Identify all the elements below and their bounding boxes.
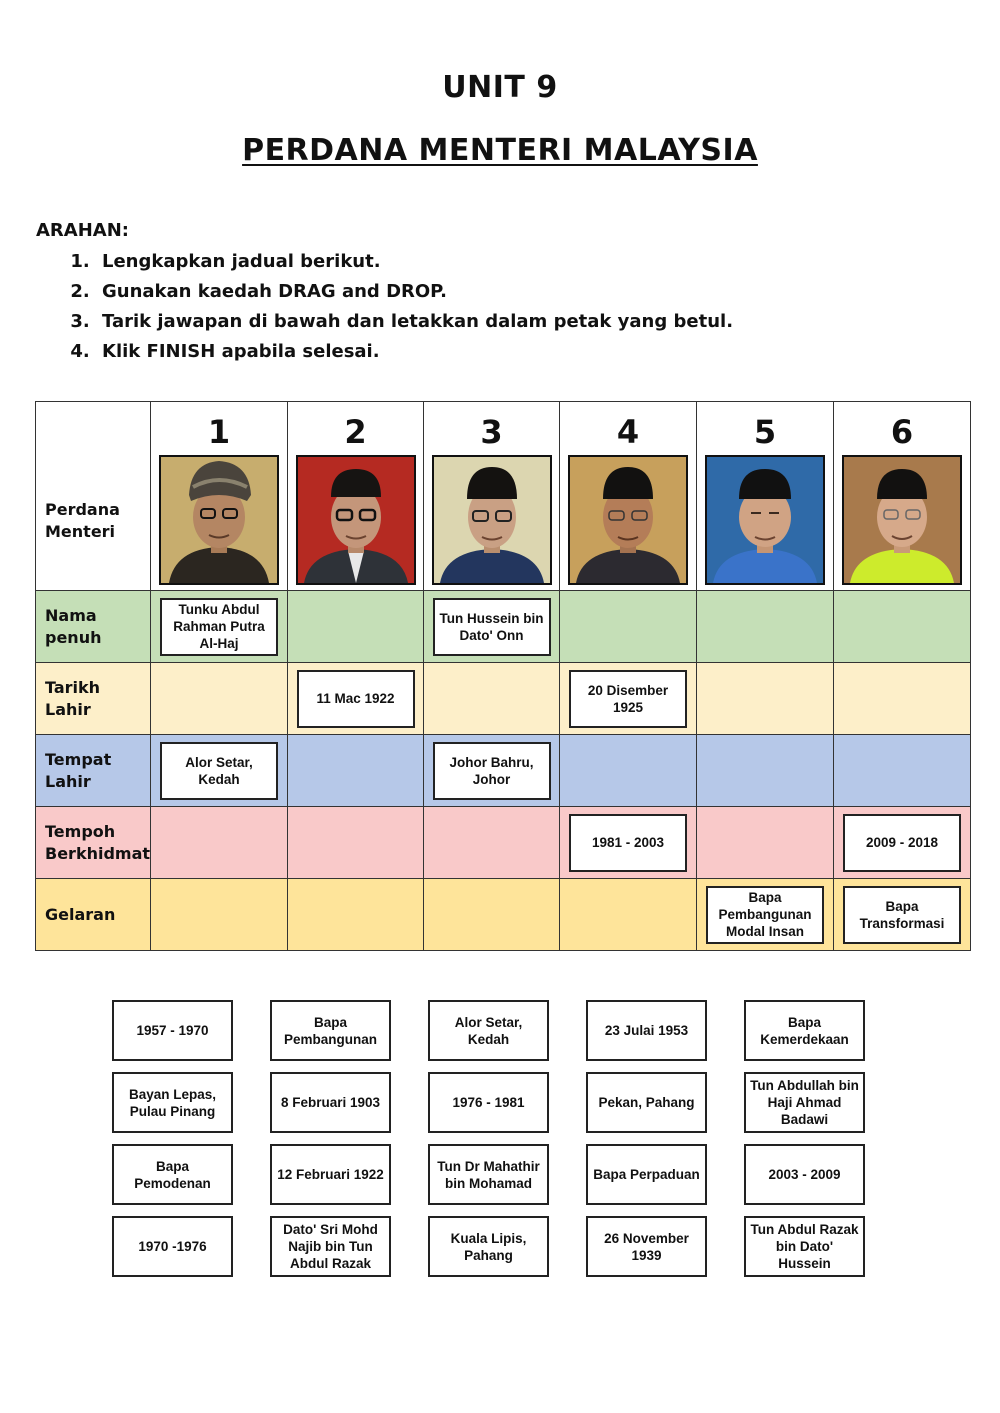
answer-card[interactable]: 12 Februari 1922 [270, 1144, 391, 1205]
row-label-perdana-menteri: Perdana Menteri [36, 402, 151, 591]
drop-cell[interactable] [424, 663, 560, 735]
drop-cell[interactable] [697, 735, 834, 807]
placed-card[interactable]: Tunku Abdul Rahman Putra Al-Haj [160, 598, 278, 656]
drop-cell[interactable] [560, 807, 697, 879]
pm-column-4 [560, 402, 697, 591]
answer-card[interactable]: Tun Dr Mahathir bin Mohamad [428, 1144, 549, 1205]
instruction-item: 1. Lengkapkan jadual berikut. [96, 250, 733, 280]
answer-card[interactable]: Pekan, Pahang [586, 1072, 707, 1133]
instruction-item: 3. Tarik jawapan di bawah dan letakkan dalam petak yang betul. [96, 310, 733, 340]
pm-portrait-6 [842, 455, 962, 585]
placed-card[interactable]: 20 Disember 1925 [569, 670, 687, 728]
pm-column-2 [288, 402, 424, 591]
pm-number: 2 [344, 413, 367, 451]
pm-portrait-3 [432, 455, 552, 585]
placed-card[interactable]: 2009 - 2018 [843, 814, 961, 872]
pm-column-3 [424, 402, 560, 591]
drop-cell[interactable] [697, 807, 834, 879]
drop-cell[interactable] [697, 591, 834, 663]
placed-card[interactable]: Alor Setar, Kedah [160, 742, 278, 800]
row-tempat-lahir [36, 735, 971, 807]
row-gelaran [36, 879, 971, 951]
drop-cell[interactable] [151, 663, 288, 735]
placed-card[interactable]: Bapa Transformasi [843, 886, 961, 944]
pm-number: 3 [480, 413, 503, 451]
drop-cell[interactable] [834, 591, 971, 663]
answer-card[interactable]: Bayan Lepas, Pulau Pinang [112, 1072, 233, 1133]
page-title-text: PERDANA MENTERI MALAYSIA [242, 133, 758, 168]
drop-cell[interactable] [834, 735, 971, 807]
drop-cell[interactable] [560, 591, 697, 663]
pm-number: 5 [753, 413, 777, 451]
pm-number: 6 [890, 413, 914, 451]
placed-card[interactable]: 11 Mac 1922 [297, 670, 415, 728]
drop-cell[interactable] [560, 879, 697, 951]
drop-cell[interactable] [288, 663, 424, 735]
placed-card[interactable]: 1981 - 2003 [569, 814, 687, 872]
answer-card[interactable]: Bapa Pemodenan [112, 1144, 233, 1205]
answer-card[interactable]: Alor Setar, Kedah [428, 1000, 549, 1061]
answer-card[interactable]: Kuala Lipis, Pahang [428, 1216, 549, 1277]
drop-cell[interactable] [424, 735, 560, 807]
drop-cell[interactable] [288, 591, 424, 663]
answer-card[interactable]: Tun Abdul Razak bin Dato' Hussein [744, 1216, 865, 1277]
placed-card[interactable]: Tun Hussein bin Dato' Onn [433, 598, 551, 656]
drop-cell[interactable] [697, 879, 834, 951]
row-label-lahir: Tarikh Lahir [36, 663, 151, 735]
pm-portrait-4 [568, 455, 688, 585]
answer-card[interactable]: Bapa Pembangunan [270, 1000, 391, 1061]
answer-card[interactable]: 1957 - 1970 [112, 1000, 233, 1061]
answer-bank [112, 1000, 865, 1277]
answer-card[interactable]: 2003 - 2009 [744, 1144, 865, 1205]
drop-cell[interactable] [424, 591, 560, 663]
answer-card[interactable]: 1970 -1976 [112, 1216, 233, 1277]
drop-cell[interactable] [424, 879, 560, 951]
answer-card[interactable]: Tun Abdullah bin Haji Ahmad Badawi [744, 1072, 865, 1133]
instruction-item: 2. Gunakan kaedah DRAG and DROP. [96, 280, 733, 310]
header-row [36, 402, 971, 591]
answer-card[interactable]: 26 November 1939 [586, 1216, 707, 1277]
pm-portrait-2 [296, 455, 416, 585]
pm-number: 4 [616, 413, 640, 451]
drop-cell[interactable] [560, 663, 697, 735]
answer-card[interactable]: Bapa Perpaduan [586, 1144, 707, 1205]
instruction-item: 4. Klik FINISH apabila selesai. [96, 340, 733, 370]
drop-cell[interactable] [834, 879, 971, 951]
pm-column-6 [834, 402, 971, 591]
drop-cell[interactable] [151, 591, 288, 663]
drop-cell[interactable] [424, 807, 560, 879]
unit-title: UNIT 9 [442, 70, 558, 105]
drop-cell[interactable] [834, 807, 971, 879]
instructions [36, 220, 733, 370]
pm-column-5 [697, 402, 834, 591]
pm-table [35, 401, 971, 951]
answer-card[interactable]: 8 Februari 1903 [270, 1072, 391, 1133]
answer-card[interactable]: 1976 - 1981 [428, 1072, 549, 1133]
drop-cell[interactable] [151, 735, 288, 807]
row-tarikh-lahir [36, 663, 971, 735]
row-label-tempat: Tempat Lahir [36, 735, 151, 807]
answer-card[interactable]: Dato' Sri Mohd Najib bin Tun Abdul Razak [270, 1216, 391, 1277]
row-label-nama: Nama penuh [36, 591, 151, 663]
instructions-heading: ARAHAN: [36, 220, 129, 241]
page-title [0, 133, 1000, 168]
drop-cell[interactable] [697, 663, 834, 735]
pm-number: 1 [207, 413, 231, 451]
drop-cell[interactable] [151, 807, 288, 879]
row-label-tempoh: Tempoh Berkhidmat [36, 807, 151, 879]
row-label-gelaran: Gelaran [36, 879, 151, 951]
pm-column-1 [151, 402, 288, 591]
row-nama [36, 591, 971, 663]
answer-card[interactable]: Bapa Kemerdekaan [744, 1000, 865, 1061]
row-tempoh [36, 807, 971, 879]
instructions-list [36, 250, 733, 370]
drop-cell[interactable] [288, 879, 424, 951]
pm-portrait-5 [705, 455, 825, 585]
placed-card[interactable]: Bapa Pembangunan Modal Insan [706, 886, 824, 944]
drop-cell[interactable] [151, 879, 288, 951]
drop-cell[interactable] [288, 807, 424, 879]
drop-cell[interactable] [560, 735, 697, 807]
placed-card[interactable]: Johor Bahru, Johor [433, 742, 551, 800]
drop-cell[interactable] [834, 663, 971, 735]
pm-portrait-1 [159, 455, 279, 585]
drop-cell[interactable] [288, 735, 424, 807]
answer-card[interactable]: 23 Julai 1953 [586, 1000, 707, 1061]
